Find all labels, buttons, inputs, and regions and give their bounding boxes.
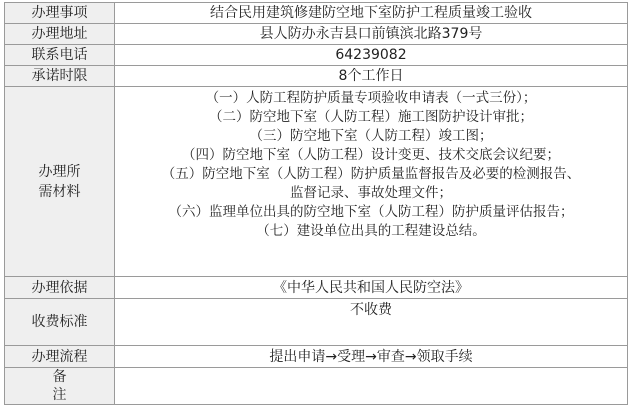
- row-time-limit: [5, 66, 628, 87]
- materials-label: [5, 87, 115, 277]
- materials-label-line2: 需材料: [38, 183, 81, 200]
- phone-label: 联系电话: [5, 45, 115, 66]
- item-value: 结合民用建筑修建防空地下室防护工程质量竣工验收: [115, 3, 628, 24]
- material-item-6: （六）监理单位出具的防空地下室（人防工程）防护质量评估报告；: [168, 204, 574, 220]
- fee-value: 不收费: [115, 299, 628, 346]
- service-info-table: [4, 2, 628, 405]
- phone-value: 64239082: [115, 45, 628, 66]
- material-item-1: （一）人防工程防护质量专项验收申请表（一式三份）；: [205, 90, 537, 106]
- row-materials: [5, 87, 628, 277]
- remarks-value: [115, 368, 628, 405]
- row-process: [5, 346, 628, 368]
- row-address: [5, 24, 628, 45]
- address-value: 县人防办永吉县口前镇滨北路379号: [115, 24, 628, 45]
- row-remarks: [5, 368, 628, 405]
- material-item-4: （四）防空地下室（人防工程）设计变更、技术交底会议纪要；: [182, 147, 560, 163]
- fee-label: 收费标准: [5, 299, 115, 346]
- time-limit-value: 8个工作日: [115, 66, 628, 87]
- basis-label: 办理依据: [5, 277, 115, 299]
- materials-label-line1: 办理所: [38, 163, 81, 180]
- item-label: 办理事项: [5, 3, 115, 24]
- material-item-2: （二）防空地下室（人防工程）施工图防护设计审批；: [209, 109, 533, 125]
- row-item: [5, 3, 628, 24]
- process-label: 办理流程: [5, 346, 115, 368]
- material-item-3: （三）防空地下室（人防工程）竣工图；: [249, 128, 493, 144]
- basis-value: 《中华人民共和国人民防空法》: [115, 277, 628, 299]
- material-item-5: （五）防空地下室（人防工程）防护质量监督报告及必要的检测报告、: [161, 166, 581, 182]
- row-fee: [5, 299, 628, 346]
- material-item-5-continued: 监督记录、事故处理文件；: [290, 185, 452, 201]
- row-basis: [5, 277, 628, 299]
- process-value: 提出申请→受理→审查→领取手续: [115, 346, 628, 368]
- materials-value: [115, 87, 628, 277]
- row-phone: [5, 45, 628, 66]
- address-label: 办理地址: [5, 24, 115, 45]
- material-item-7: （七）建设单位出具的工程建设总结。: [256, 223, 486, 239]
- time-limit-label: 承诺时限: [5, 66, 115, 87]
- remarks-label: 备注: [5, 368, 115, 405]
